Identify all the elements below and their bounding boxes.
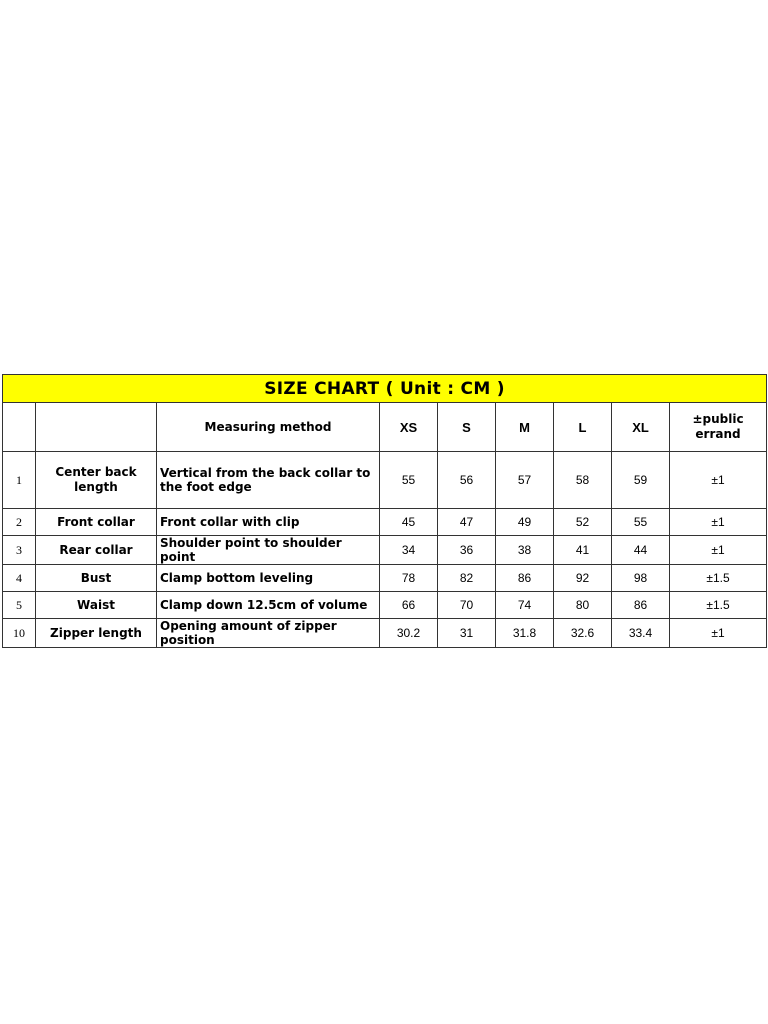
row-value-xl: 86: [612, 592, 670, 619]
header-row: [3, 403, 767, 452]
row-value-xl: 55: [612, 509, 670, 536]
row-value-s: 56: [438, 452, 496, 509]
row-part: Center back length: [36, 452, 157, 509]
row-value-s: 36: [438, 536, 496, 565]
row-value-m: 49: [496, 509, 554, 536]
row-index: 3: [3, 536, 36, 565]
row-value-xs: 30.2: [380, 619, 438, 648]
table-row: [3, 592, 767, 619]
row-value-xl: 33.4: [612, 619, 670, 648]
row-value-m: 86: [496, 565, 554, 592]
row-value-m: 38: [496, 536, 554, 565]
row-value-m: 74: [496, 592, 554, 619]
row-tolerance: ±1: [670, 536, 767, 565]
row-value-xs: 45: [380, 509, 438, 536]
row-tolerance: ±1: [670, 452, 767, 509]
header-method: Measuring method: [157, 403, 380, 452]
header-index: [3, 403, 36, 452]
row-method: Clamp bottom leveling: [157, 565, 380, 592]
table-row: [3, 619, 767, 648]
row-value-xs: 55: [380, 452, 438, 509]
row-index: 4: [3, 565, 36, 592]
row-value-s: 47: [438, 509, 496, 536]
row-tolerance: ±1: [670, 619, 767, 648]
row-index: 2: [3, 509, 36, 536]
row-method: Front collar with clip: [157, 509, 380, 536]
row-method: Clamp down 12.5cm of volume: [157, 592, 380, 619]
table-row: [3, 536, 767, 565]
table-row: [3, 452, 767, 509]
row-tolerance: ±1.5: [670, 592, 767, 619]
row-value-l: 58: [554, 452, 612, 509]
row-part: Waist: [36, 592, 157, 619]
row-part: Bust: [36, 565, 157, 592]
row-part: Rear collar: [36, 536, 157, 565]
row-tolerance: ±1.5: [670, 565, 767, 592]
row-value-l: 92: [554, 565, 612, 592]
row-value-xl: 44: [612, 536, 670, 565]
chart-title: SIZE CHART ( Unit : CM ): [3, 375, 767, 403]
row-tolerance: ±1: [670, 509, 767, 536]
header-size-l: L: [554, 403, 612, 452]
header-size-xs: XS: [380, 403, 438, 452]
table-row: [3, 565, 767, 592]
row-part: Zipper length: [36, 619, 157, 648]
header-size-xl: XL: [612, 403, 670, 452]
row-value-l: 80: [554, 592, 612, 619]
table-row: [3, 509, 767, 536]
row-method: Shoulder point to shoulder point: [157, 536, 380, 565]
header-part: [36, 403, 157, 452]
size-chart-table: [2, 374, 767, 648]
row-value-m: 31.8: [496, 619, 554, 648]
row-value-xl: 59: [612, 452, 670, 509]
row-value-l: 32.6: [554, 619, 612, 648]
row-value-s: 31: [438, 619, 496, 648]
header-tolerance: ±public errand: [670, 403, 767, 452]
row-part: Front collar: [36, 509, 157, 536]
row-method: Opening amount of zipper position: [157, 619, 380, 648]
row-index: 5: [3, 592, 36, 619]
title-row: [3, 375, 767, 403]
row-value-s: 82: [438, 565, 496, 592]
row-value-m: 57: [496, 452, 554, 509]
row-value-l: 41: [554, 536, 612, 565]
header-size-m: M: [496, 403, 554, 452]
row-value-s: 70: [438, 592, 496, 619]
row-value-l: 52: [554, 509, 612, 536]
header-size-s: S: [438, 403, 496, 452]
row-method: Vertical from the back collar to the foot edge: [157, 452, 380, 509]
row-value-xs: 66: [380, 592, 438, 619]
row-index: 10: [3, 619, 36, 648]
row-index: 1: [3, 452, 36, 509]
row-value-xs: 34: [380, 536, 438, 565]
row-value-xl: 98: [612, 565, 670, 592]
row-value-xs: 78: [380, 565, 438, 592]
